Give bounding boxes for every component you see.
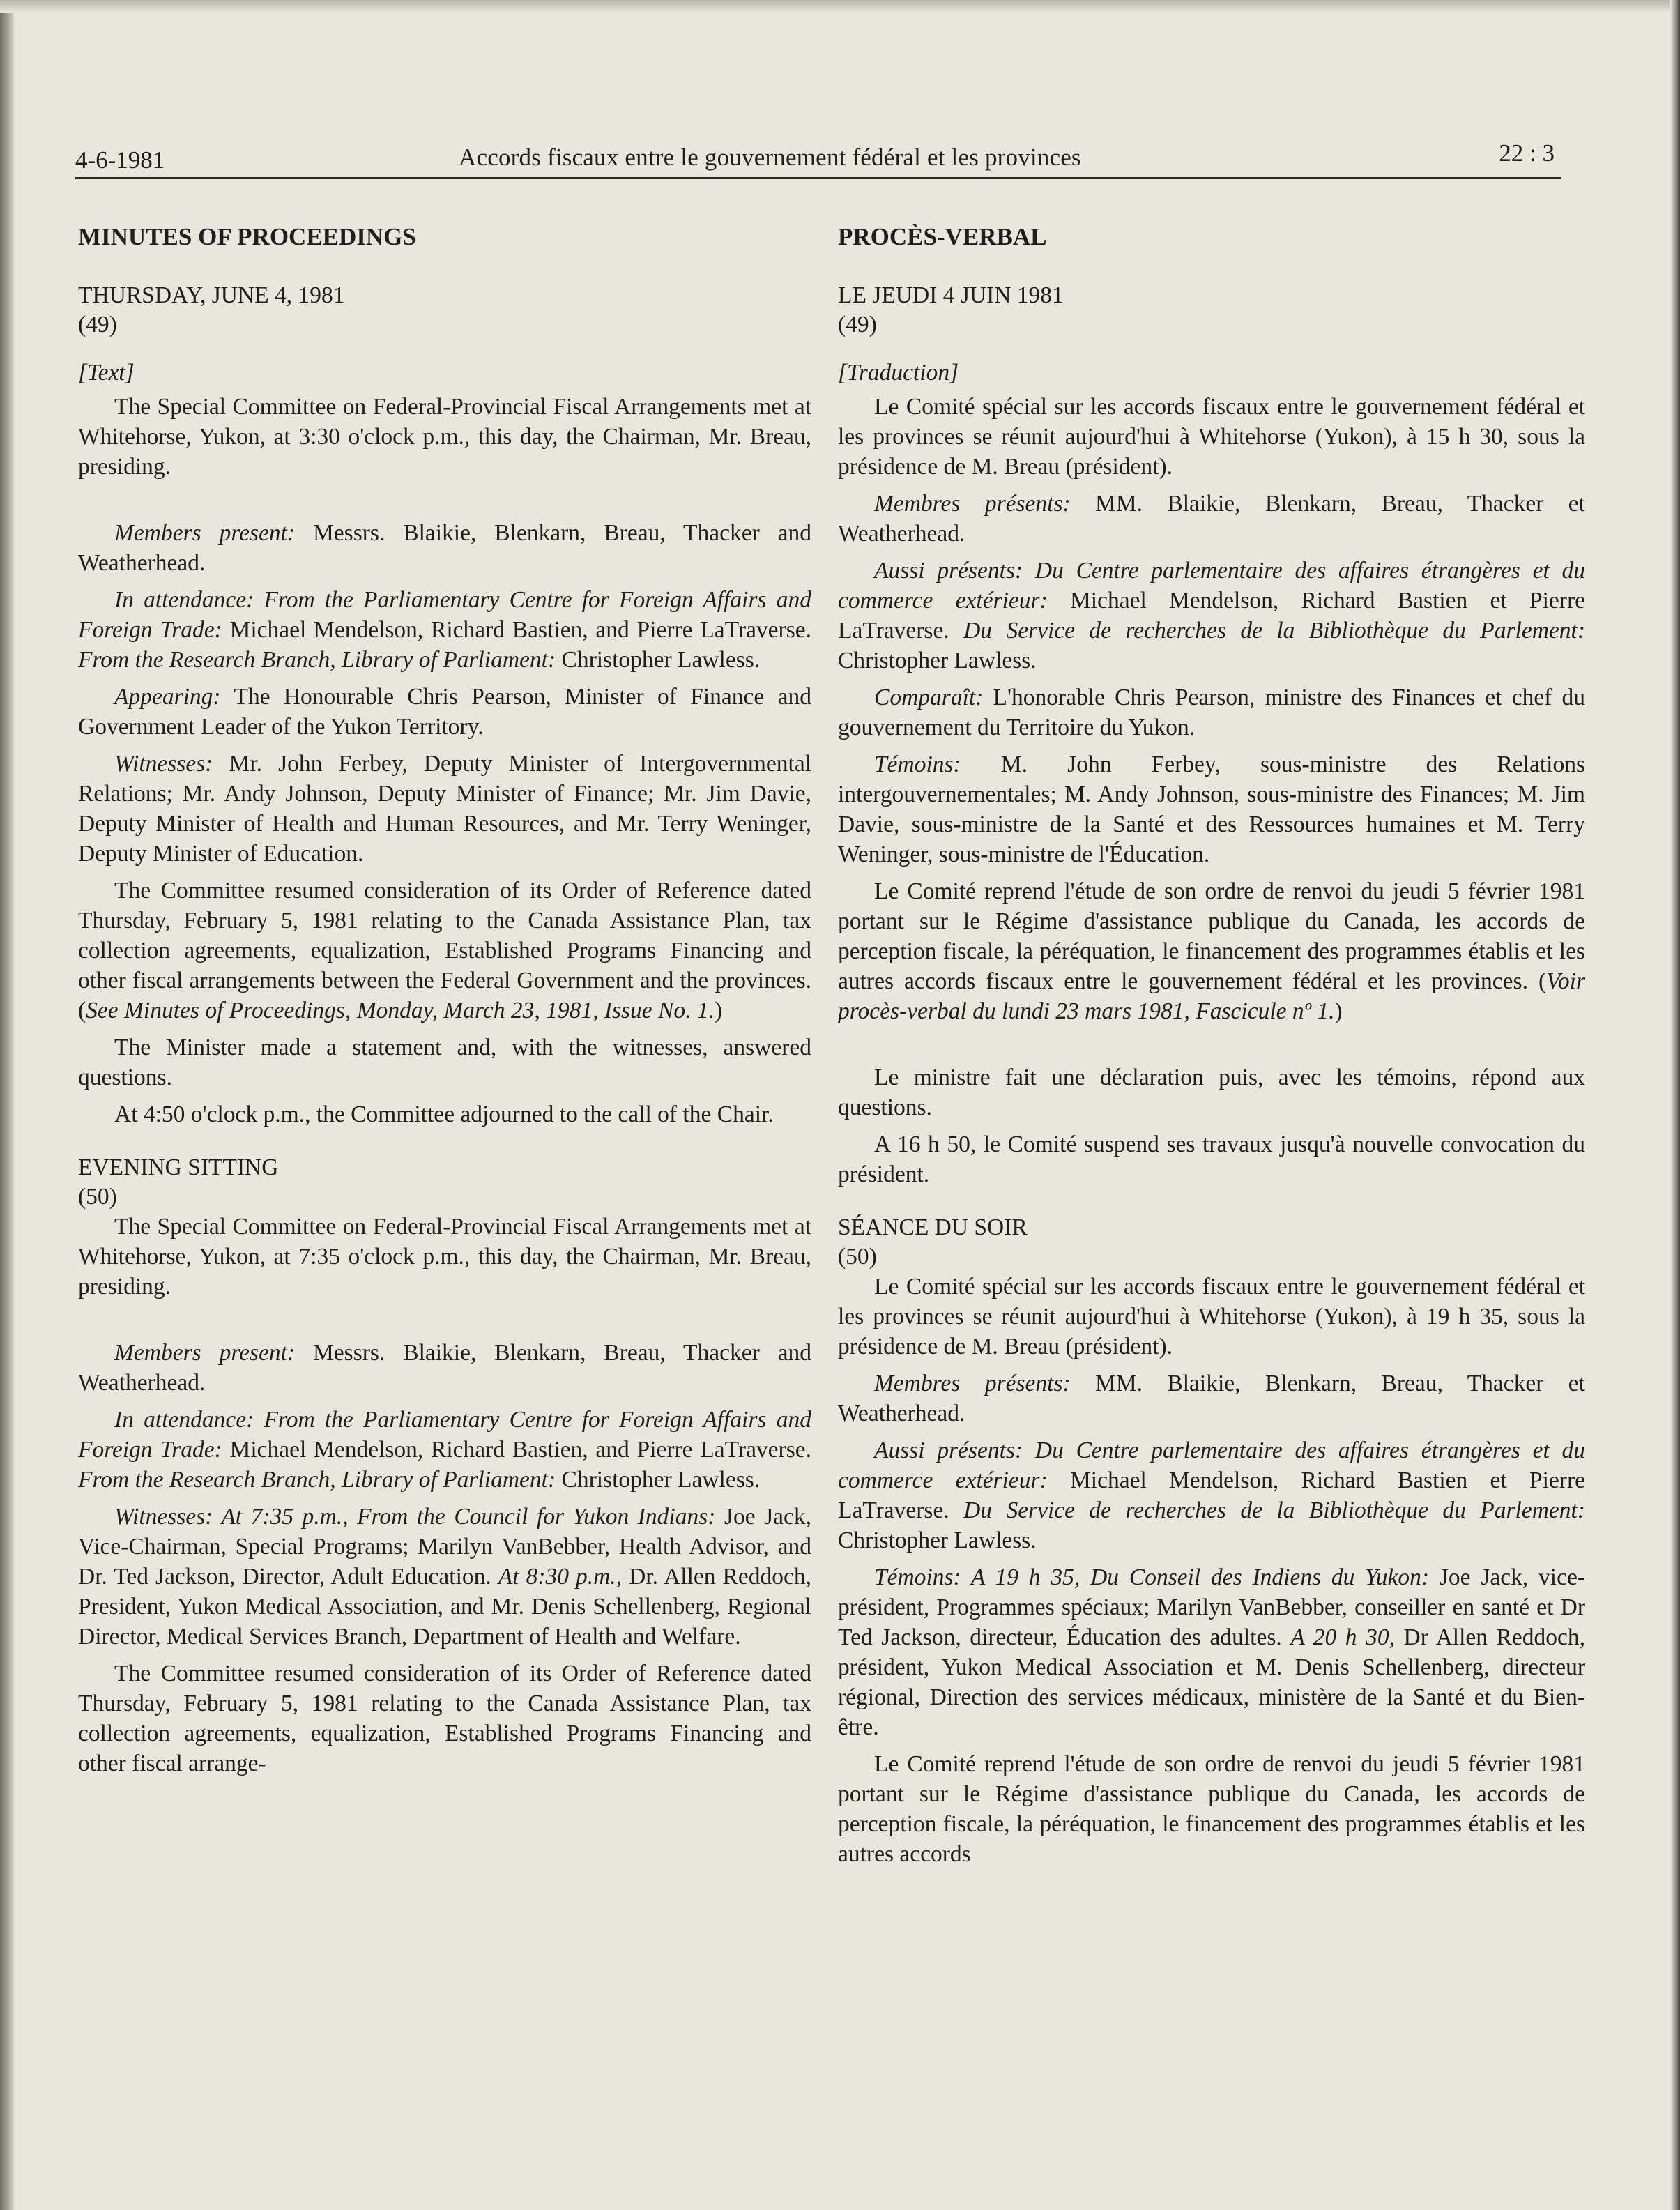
evening-order-of-reference-fr: Le Comité reprend l'étude de son ordre de renvoi du jeudi 5 février 1981 portant sur le Régime d'assistance publique du Canada, les accords de perception fiscale, la péréquation, le financement des programmes établis et les autres accords	[838, 1751, 1585, 1867]
order-ref-fr: Voir procès-verbal du lundi 23 mars 1981, Fascicule nº 1.	[838, 968, 1585, 1024]
order-text-fr: Le Comité reprend l'étude de son ordre de renvoi du jeudi 5 février 1981 portant sur le Régime d'assistance publique du Canada, les accords de perception fiscale, la péréquation, le financement des programmes établis et les autres accords fiscaux entre le gouvernement fédéral et les provinces. (	[838, 878, 1585, 994]
witnesses-label: Witnesses:	[114, 751, 213, 777]
witnesses-text-fr: M. John Ferbey, sous-ministre des Relations intergouvernementales; M. Andy Johnson, sous-ministre des Finances; M. Jim Davie, sous-ministre de la Santé et des Ressources humaines et M. Terry Weninger, sous-ministre de l'Éducation.	[838, 752, 1585, 867]
evening-witnesses-time-fr: A 20 h 30,	[1290, 1624, 1395, 1650]
attendance-label-2: From the Research Branch, Library of Parliament:	[78, 647, 556, 673]
page-top-shadow	[0, 0, 1680, 13]
adjournment-paragraph-fr: A 16 h 50, le Comité suspend ses travaux jusqu'à nouvelle convocation du président.	[838, 1131, 1585, 1187]
members-list: Messrs. Blaikie, Blenkarn, Breau, Thacker and Weatherhead.	[78, 520, 811, 576]
order-end: )	[715, 998, 723, 1023]
sitting-date: THURSDAY, JUNE 4, 1981	[78, 282, 345, 308]
evening-order-of-reference: The Committee resumed consideration of its Order of Reference dated Thursday, February 5, 1981 relating to the Canada Assistance Plan, tax collection agreements, equalization, Established Programs Financing and other fiscal arrange-	[78, 1661, 811, 1776]
evening-witnesses	[78, 1502, 811, 1652]
page-binding-shadow	[0, 0, 14, 2210]
minutes-heading: MINUTES OF PROCEEDINGS	[78, 223, 416, 250]
attendance-label: In attendance: From the Parliamentary Centre for Foreign Affairs and Foreign Trade:	[78, 587, 811, 643]
attendance-names-fr: Michael Mendelson, Richard Bastien et Pierre LaTraverse.	[838, 588, 1585, 643]
members-present-fr	[838, 489, 1585, 549]
attendance-names: Michael Mendelson, Richard Bastien, and Pierre LaTraverse.	[222, 617, 811, 643]
sitting-number-fr: (49)	[838, 312, 877, 337]
opening-paragraph: The Special Committee on Federal-Provincial Fiscal Arrangements met at Whitehorse, Yukon, at 3:30 o'clock p.m., this day, the Chairman, Mr. Breau, presiding.	[78, 394, 811, 480]
evening-sitting-heading: EVENING SITTING	[78, 1154, 279, 1180]
evening-members-label-fr: Membres présents:	[874, 1371, 1071, 1396]
evening-members-list: Messrs. Blaikie, Blenkarn, Breau, Thacker and Weatherhead.	[78, 1340, 811, 1396]
evening-attendance-names: Michael Mendelson, Richard Bastien, and Pierre LaTraverse.	[222, 1437, 811, 1463]
order-ref: See Minutes of Proceedings, Monday, March 23, 1981, Issue No. 1.	[86, 998, 715, 1023]
traduction-tag: [Traduction]	[838, 360, 959, 386]
attendance-names-2: Christopher Lawless.	[556, 647, 761, 673]
running-header	[75, 131, 1561, 179]
members-list-fr: MM. Blaikie, Blenkarn, Breau, Thacker et Weatherhead.	[838, 491, 1585, 547]
evening-witnesses-label-fr: Témoins: A 19 h 35, Du Conseil des Indiens du Yukon:	[874, 1564, 1430, 1590]
evening-attendance-label-fr: Aussi présents: Du Centre parlementaire des affaires étrangères et du commerce extérieur:	[838, 1438, 1585, 1493]
evening-in-attendance	[78, 1405, 811, 1495]
witnesses-label-fr: Témoins:	[874, 752, 961, 777]
members-present	[78, 518, 811, 578]
in-attendance	[78, 585, 811, 675]
appearing-label: Appearing:	[114, 684, 221, 710]
evening-attendance-names-2: Christopher Lawless.	[556, 1467, 761, 1493]
header-date: 4-6-1981	[75, 146, 165, 174]
page-number: 22 : 3	[1499, 139, 1555, 167]
attendance-label-2-fr: Du Service de recherches de la Bibliothèque du Parlement:	[963, 618, 1585, 643]
order-of-reference	[78, 876, 811, 1026]
evening-witnesses-text-1: Joe Jack, Vice-Chairman, Special Programs; Marilyn VanBebber, Health Advisor, and Dr. Ted Jackson, Director, Adult Education.	[78, 1504, 811, 1590]
header-title: Accords fiscaux entre le gouvernement fédéral et les provinces	[459, 144, 1081, 171]
witnesses-text: Mr. John Ferbey, Deputy Minister of Intergovernmental Relations; Mr. Andy Johnson, Deputy Minister of Finance; Mr. Jim Davie, Deputy Minister of Health and Human Resources, and Mr. Terry Weninger, Deputy Minister of Education.	[78, 751, 811, 867]
evening-witnesses-label: Witnesses: At 7:35 p.m., From the Council for Yukon Indians:	[114, 1504, 716, 1530]
evening-sitting-heading-fr: SÉANCE DU SOIR	[838, 1214, 1028, 1240]
french-column	[838, 209, 1585, 1876]
appearing	[78, 682, 811, 742]
evening-opening-paragraph: The Special Committee on Federal-Provincial Fiscal Arrangements met at Whitehorse, Yukon, at 7:35 o'clock p.m., this day, the Chairman, Mr. Breau, presiding.	[78, 1214, 811, 1300]
witnesses-fr	[838, 749, 1585, 869]
members-label-fr: Membres présents:	[874, 491, 1071, 517]
order-text: The Committee resumed consideration of its Order of Reference dated Thursday, February 5, 1981 relating to the Canada Assistance Plan, tax collection agreements, equalization, Established Programs Financing and other fiscal arrangements between the Federal Government and the provinces. (	[78, 878, 811, 1023]
appearing-fr	[838, 683, 1585, 742]
attendance-names-2-fr: Christopher Lawless.	[838, 648, 1037, 673]
proces-verbal-heading: PROCÈS-VERBAL	[838, 223, 1047, 250]
page-right-edge	[1670, 0, 1680, 2210]
evening-witnesses-text-2-fr: Dr Allen Reddoch, président, Yukon Medical Association et M. Denis Schellenberg, directeur régional, Direction des services médicaux, ministère de la Santé et du Bien-être.	[838, 1624, 1586, 1740]
order-end-fr: )	[1334, 998, 1343, 1024]
adjournment-paragraph: At 4:50 o'clock p.m., the Committee adjourned to the call of the Chair.	[114, 1102, 774, 1127]
appearing-text-fr: L'honorable Chris Pearson, ministre des Finances et chef du gouvernement du Territoire du Yukon.	[838, 685, 1585, 740]
evening-attendance-names-fr: Michael Mendelson, Richard Bastien et Pierre LaTraverse.	[838, 1468, 1585, 1523]
evening-members-list-fr: MM. Blaikie, Blenkarn, Breau, Thacker et Weatherhead.	[838, 1371, 1585, 1426]
attendance-label-fr: Aussi présents: Du Centre parlementaire des affaires étrangères et du commerce extérieur:	[838, 558, 1585, 614]
appearing-label-fr: Comparaît:	[874, 685, 984, 710]
evening-witnesses-fr	[838, 1562, 1585, 1742]
in-attendance-fr	[838, 556, 1585, 676]
evening-members-present	[78, 1338, 811, 1398]
evening-members-label: Members present:	[114, 1340, 296, 1366]
evening-attendance-label-2: From the Research Branch, Library of Parliament:	[78, 1467, 556, 1493]
evening-witnesses-time: At 8:30 p.m.,	[498, 1564, 623, 1590]
sitting-number: (49)	[78, 312, 117, 337]
evening-attendance-label-2-fr: Du Service de recherches de la Bibliothèque du Parlement:	[963, 1498, 1585, 1523]
evening-witnesses-text-1-fr: Joe Jack, vice-président, Programmes spéciaux; Marilyn VanBebber, conseiller en santé et Dr Ted Jackson, directeur, Éducation des adultes.	[838, 1564, 1585, 1650]
evening-sitting-number: (50)	[78, 1184, 117, 1210]
members-label: Members present:	[114, 520, 296, 546]
appearing-text: The Honourable Chris Pearson, Minister of Finance and Government Leader of the Yukon Territory.	[78, 684, 811, 740]
evening-opening-paragraph-fr: Le Comité spécial sur les accords fiscaux entre le gouvernement fédéral et les provinces se réunit aujourd'hui à Whitehorse (Yukon), à 19 h 35, sous la présidence de M. Breau (président).	[838, 1274, 1585, 1359]
order-of-reference-fr	[838, 876, 1585, 1026]
statement-paragraph: The Minister made a statement and, with the witnesses, answered questions.	[78, 1035, 811, 1090]
evening-in-attendance-fr	[838, 1435, 1585, 1555]
evening-members-present-fr	[838, 1369, 1585, 1428]
english-column	[78, 209, 811, 1785]
evening-sitting-number-fr: (50)	[838, 1244, 877, 1270]
evening-attendance-names-2-fr: Christopher Lawless.	[838, 1527, 1037, 1553]
opening-paragraph-fr: Le Comité spécial sur les accords fiscaux entre le gouvernement fédéral et les provinces se réunit aujourd'hui à Whitehorse (Yukon), à 15 h 30, sous la présidence de M. Breau (président).	[838, 394, 1585, 480]
evening-attendance-label: In attendance: From the Parliamentary Centre for Foreign Affairs and Foreign Trade:	[78, 1407, 811, 1463]
statement-paragraph-fr: Le ministre fait une déclaration puis, avec les témoins, répond aux questions.	[838, 1065, 1585, 1120]
text-tag: [Text]	[78, 360, 135, 386]
evening-witnesses-text-2: Dr. Allen Reddoch, President, Yukon Medical Association, and Mr. Denis Schellenberg, Regional Director, Medical Services Branch, Department of Health and Welfare.	[78, 1564, 811, 1649]
witnesses	[78, 749, 811, 869]
sitting-date-fr: LE JEUDI 4 JUIN 1981	[838, 282, 1064, 308]
